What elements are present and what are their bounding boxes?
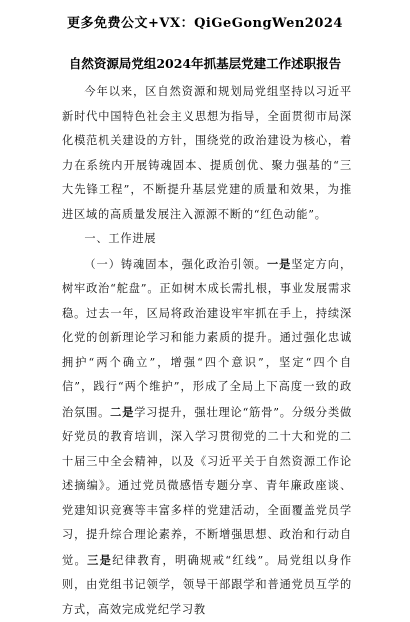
document-title: 自然资源局党组2024年抓基层党建工作述职报告 [0, 54, 410, 72]
point-two-text: 学习提升，强壮理论“筋骨”。分级分类做好党员的教育培训，深入学习贯彻党的二十大和党的二十届三中全会精神，以及《习近平关于自然资源工作论述摘编》。通过党员微感悟专题分享、青年廉政座谈、党建知识竞赛等丰富多样的党建活动，全面覆盖党员学习，提升综合理论素养，不断增强思想、政治和行动自觉。 [62, 406, 352, 567]
subsection-paragraph [62, 252, 352, 622]
document-body [62, 80, 352, 622]
promo-banner: 更多免费公文+VX：QiGeGongWen2024 [0, 12, 410, 31]
intro-paragraph: 今年以来，区自然资源和规划局党组坚持以习近平新时代中国特色社会主义思想为指导，全面贯彻市局深化模范机关建设的方针，围绕党的政治建设为核心，着力在系统内开展铸魂固本、提质创优、聚力强基的“三大先锋工程”，不断提升基层党建的质量和效果，为推进区域的高质量发展注入源源不断的“红色动能”。 [62, 80, 352, 227]
point-one-text: 坚定方向，树牢政治“舵盘”。正如树木成长需扎根，事业发展需求稳。过去一年，区局将政治建设牢牢抓在手上，持续深化党的创新理论学习和能力素质的提升。通过强化忠诚拥护“两个确立”，增强“四个意识”，坚定“四个自信”，践行“两个维护”，形成了全局上下高度一致的政治氛围。 [62, 258, 352, 419]
point-three-lead: 三是 [87, 553, 112, 567]
subsection-heading: （一）铸魂固本，强化政治引领。 [84, 258, 267, 271]
point-two-lead: 二是 [110, 405, 134, 419]
point-one-lead: 一是 [267, 257, 291, 271]
point-three-text: 纪律教育，明确规戒“红线”。局党组以身作则，由党组书记领学，领导干部跟学和普通党员互学的方式，高效完成党纪学习教 [62, 554, 352, 616]
section-heading: 一、工作进展 [62, 227, 352, 252]
